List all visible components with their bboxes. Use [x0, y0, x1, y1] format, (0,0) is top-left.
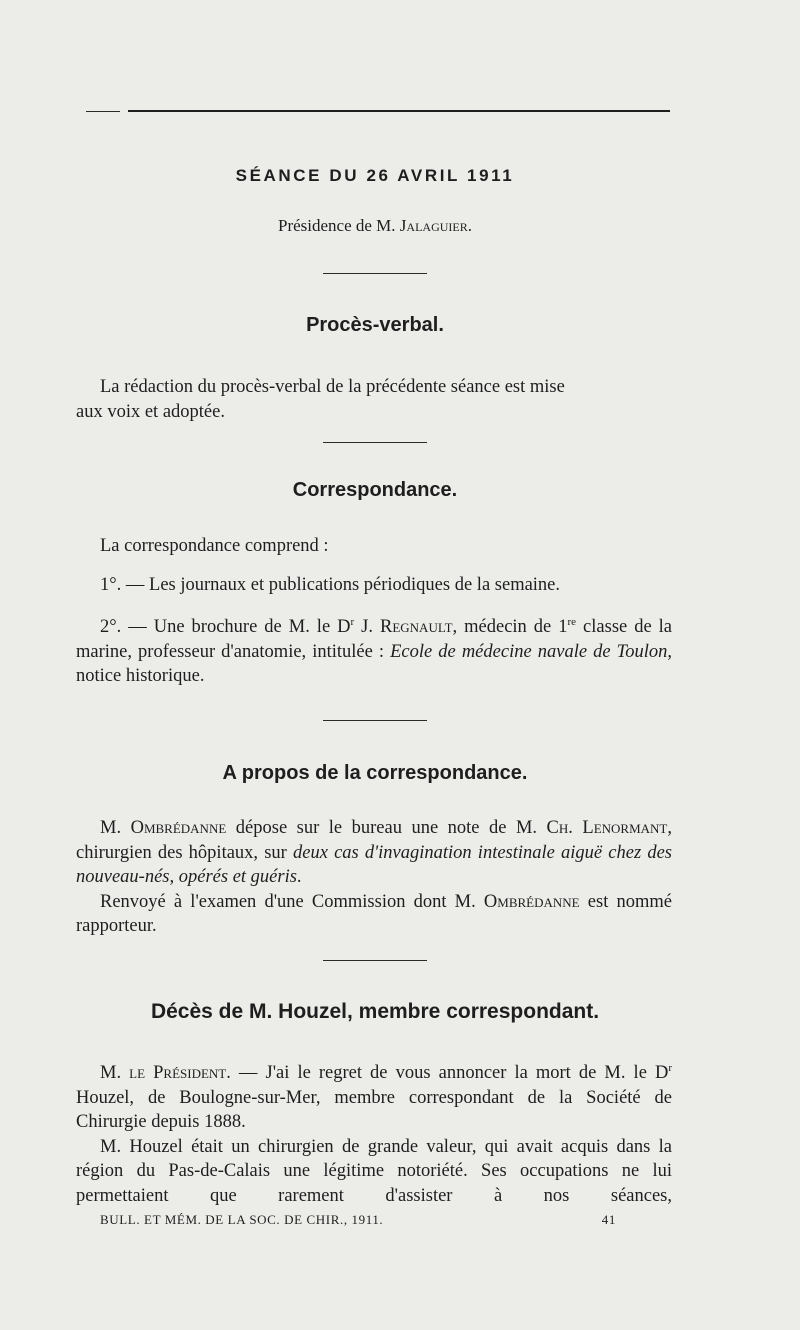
brochure-title: Ecole de médecine navale de Toulon — [390, 641, 668, 662]
section-heading-proces-verbal: Procès-verbal. — [306, 314, 444, 336]
proces-verbal-text — [76, 375, 672, 424]
section-heading-correspondance: Correspondance. — [292, 479, 458, 501]
top-rule — [128, 110, 670, 112]
separator-rule — [323, 273, 427, 274]
note-title: deux cas d'invagination intestinale aiguë chez des nouveau-nés, opérés et guéris — [76, 842, 673, 887]
a-propos-paragraph-1: M. Ombrédanne dépose sur le bureau une note de M. Ch. Lenormant, chirurgien des hôpitaux, sur deux cas d'invagination intestinale aiguë chez des nouveau-nés, opérés et guéris. — [76, 818, 673, 887]
separator-rule — [323, 720, 427, 721]
correspondance-item-1: 1°. — Les journaux et publications périodiques de la semaine. — [100, 574, 561, 595]
correspondance-intro: La correspondance comprend : — [100, 536, 329, 556]
presidence-line — [76, 216, 674, 236]
section-heading-a-propos: A propos de la correspondance. — [222, 762, 528, 784]
section-heading-deces: Décès de M. Houzel, membre correspondant. — [150, 1000, 600, 1023]
page-number: 41 — [601, 1212, 616, 1227]
correspondance-text — [76, 534, 672, 689]
proces-verbal-line-1: La rédaction du procès-verbal de la précédente séance est mise — [100, 377, 565, 397]
president-name: Jalaguier. — [399, 216, 472, 235]
seance-title: SÉANCE DU 26 AVRIL 1911 — [235, 166, 515, 185]
deces-paragraph-2: M. Houzel était un chirurgien de grande valeur, qui avait acquis dans la région du Pas-de-Calais une légitime notoriété. Ses occupations ne lui permettaient que rarement d'assister à nos séances, — [76, 1136, 672, 1206]
proces-verbal-line-2: aux voix et adoptée. — [76, 401, 225, 422]
top-rule-short — [86, 111, 120, 112]
presidence-prefix: Présidence de M. — [277, 216, 396, 235]
correspondance-item-2: 2°. — Une brochure de M. le $D^r$ J. Regnault, médecin de 1re classe de la marine, professeur d'anatomie, intitulée : Ecole de médecine navale de Toulon, notice historique. — [76, 616, 673, 687]
a-propos-paragraph-2: Renvoyé à l'examen d'une Commission dont M. Ombrédanne est nommé rapporteur. — [76, 891, 672, 936]
deces-paragraph-1: M. le Président. — J'ai le regret de vous annoncer la mort de M. le $D^r$ Houzel, de Boulogne-sur-Mer, membre correspondant de la Société de Chirurgie depuis 1888. — [76, 1062, 673, 1133]
journal-reference: BULL. ET MÉM. DE LA SOC. DE CHIR., 1911. — [100, 1212, 384, 1227]
a-propos-text — [76, 816, 672, 939]
deces-text — [76, 1056, 672, 1208]
separator-rule — [323, 960, 427, 961]
separator-rule — [323, 442, 427, 443]
